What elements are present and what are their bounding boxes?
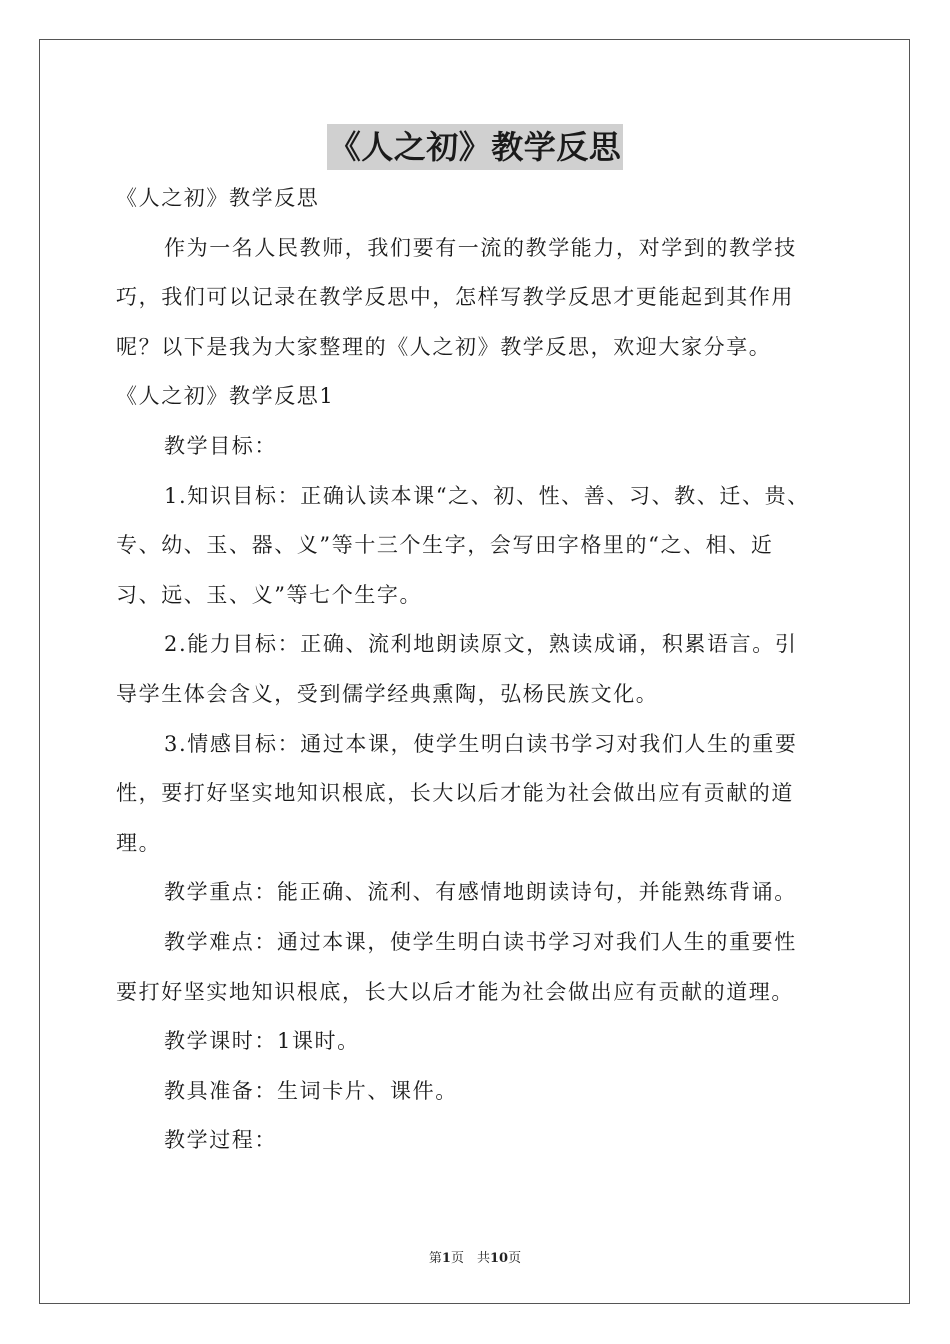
paragraph-line: 要打好坚实地知识根底，长大以后才能为社会做出应有贡献的道理。 xyxy=(116,979,794,1004)
paragraph-line: 作为一名人民教师，我们要有一流的教学能力，对学到的教学技 xyxy=(164,235,797,260)
footer-total-pages: 10 xyxy=(489,1251,509,1266)
footer-prefix: 第 xyxy=(428,1251,442,1266)
paragraph-line: 教学过程： xyxy=(164,1128,277,1153)
paragraph-line: 教学目标： xyxy=(164,433,277,458)
paragraph-line: 专、幼、玉、器、义”等十三个生字，会写田字格里的“之、相、近 xyxy=(116,533,774,558)
paragraph-line: 教学课时：1课时。 xyxy=(164,1029,360,1054)
footer-page-number: 1 xyxy=(441,1251,451,1266)
footer-mid: 页 共 xyxy=(450,1251,490,1266)
paragraph-line: 习、远、玉、义”等七个生字。 xyxy=(116,582,423,607)
footer-suffix: 页 xyxy=(508,1251,522,1266)
section-heading: 《人之初》教学反思1 xyxy=(116,384,335,409)
paragraph-line: 巧，我们可以记录在教学反思中，怎样写教学反思才更能起到其作用 xyxy=(116,285,794,310)
title-wrap xyxy=(0,124,950,170)
paragraph-line: 理。 xyxy=(116,830,162,855)
paragraph-line: 教学重点：能正确、流利、有感情地朗读诗句，并能熟练背诵。 xyxy=(164,880,797,905)
paragraph-line: 1.知识目标：正确认读本课“之、初、性、善、习、教、迁、贵、 xyxy=(164,483,810,508)
page-footer xyxy=(0,1247,950,1266)
paragraph-line: 教具准备：生词卡片、课件。 xyxy=(164,1078,458,1103)
paragraph-line: 呢？以下是我为大家整理的《人之初》教学反思，欢迎大家分享。 xyxy=(116,334,772,359)
document-body xyxy=(116,174,846,1166)
paragraph-line: 教学难点：通过本课，使学生明白读书学习对我们人生的重要性 xyxy=(164,929,797,954)
document-title: 《人之初》教学反思 xyxy=(327,124,624,170)
paragraph-line: 导学生体会含义，受到儒学经典熏陶，弘杨民族文化。 xyxy=(116,681,659,706)
subtitle-line: 《人之初》教学反思 xyxy=(116,186,320,210)
paragraph-line: 2.能力目标：正确、流利地朗读原文，熟读成诵，积累语言。引 xyxy=(164,632,798,657)
paragraph-line: 3.情感目标：通过本课，使学生明白读书学习对我们人生的重要 xyxy=(164,731,798,756)
paragraph-line: 性，要打好坚实地知识根底，长大以后才能为社会做出应有贡献的道 xyxy=(116,781,794,806)
